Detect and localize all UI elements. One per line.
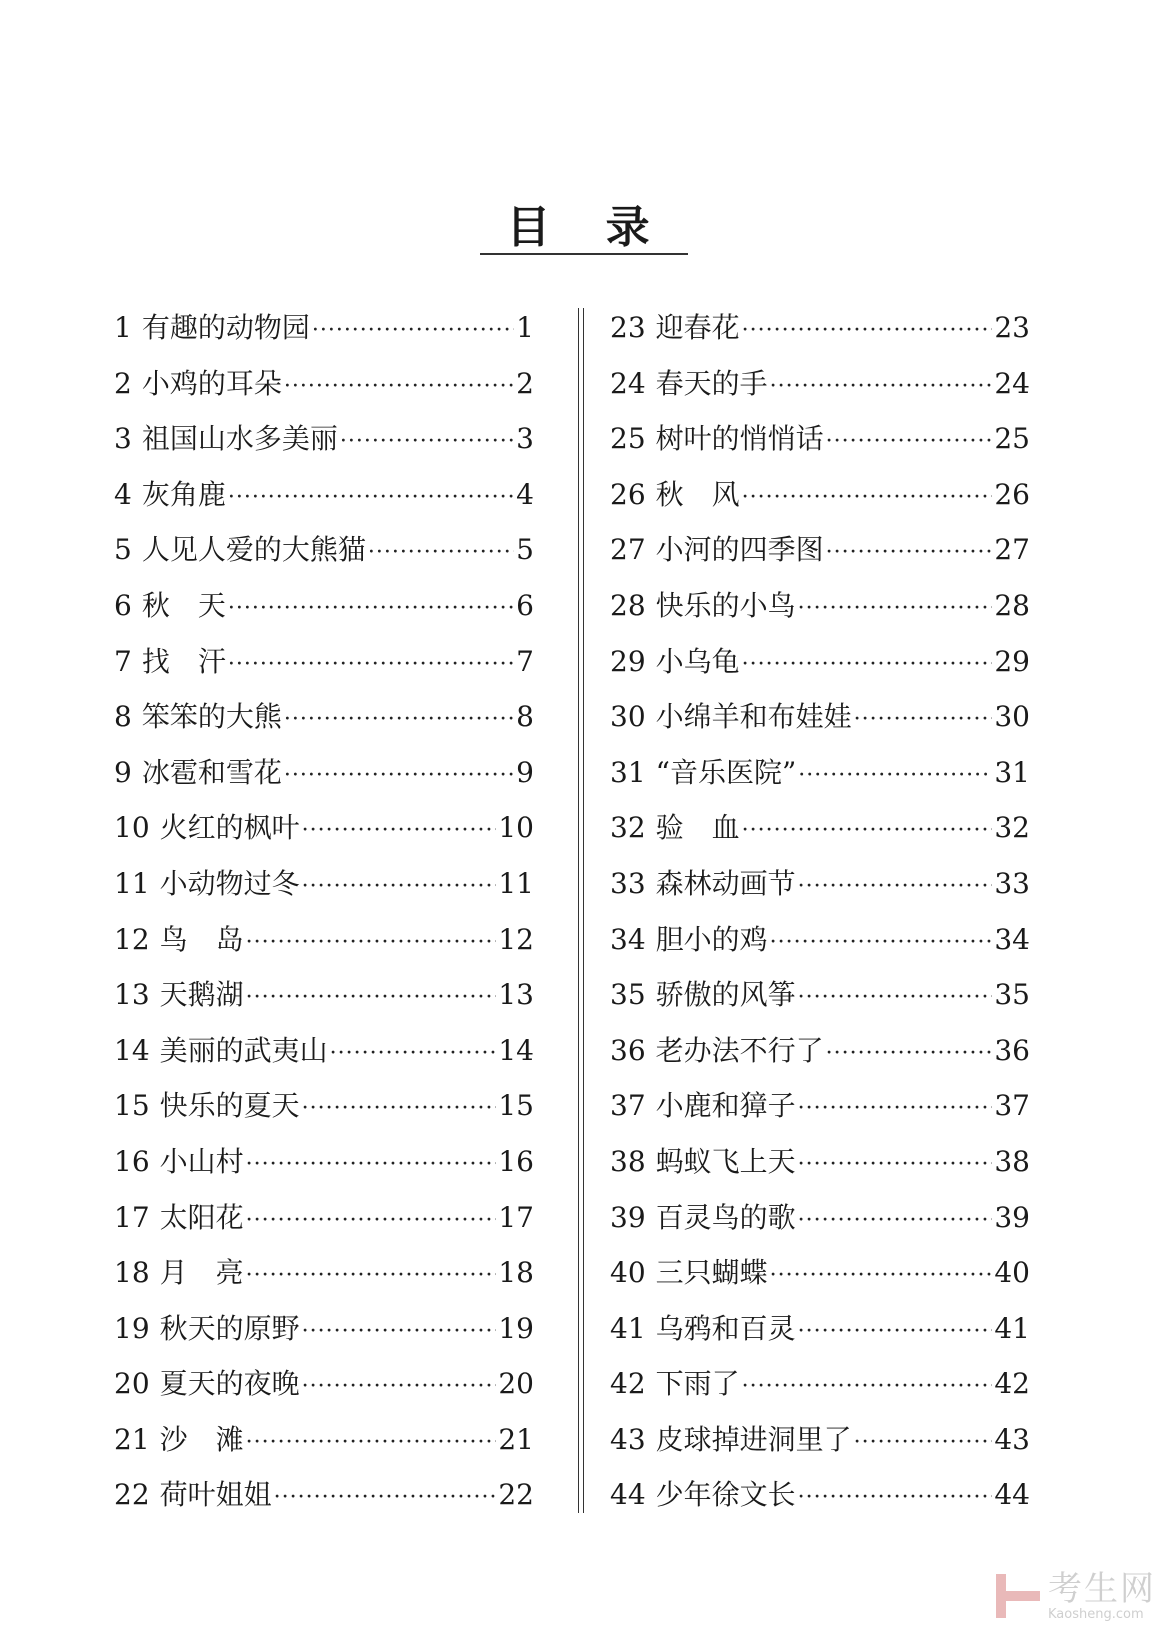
toc-entry <box>610 1134 1030 1190</box>
toc-entry-page: 24 <box>994 366 1030 400</box>
toc-leader-dots <box>284 359 514 415</box>
toc-entry-title: 小鹿和獐子 <box>655 1089 796 1123</box>
toc-leader-dots <box>826 414 993 470</box>
toc-entry-page: 1 <box>516 311 534 344</box>
toc-leader-dots <box>798 581 993 637</box>
toc-entry <box>610 300 1030 356</box>
toc-entry-page: 15 <box>498 1089 534 1123</box>
toc-leader-dots <box>228 637 514 693</box>
toc-entry-title: “音乐医院” <box>655 755 797 789</box>
toc-entry-title: 春天的手 <box>655 366 768 400</box>
toc-column-left <box>114 300 534 1523</box>
toc-entry <box>114 1412 534 1468</box>
toc-entry-page: 22 <box>498 1478 534 1512</box>
toc-leader-dots <box>742 303 993 359</box>
toc-leader-dots <box>246 1137 497 1193</box>
toc-entry-page: 32 <box>994 811 1030 845</box>
toc-entry-number: 9 <box>114 755 132 789</box>
toc-entry-title: 秋 天 <box>141 588 226 622</box>
toc-entry <box>610 1301 1030 1357</box>
toc-entry-title: 快乐的夏天 <box>159 1089 300 1123</box>
toc-entry-page: 42 <box>994 1367 1030 1401</box>
toc-entry-page: 11 <box>498 866 534 900</box>
toc-entry <box>610 522 1030 578</box>
toc-entry <box>610 1356 1030 1412</box>
toc-entry-title: 人见人爱的大熊猫 <box>141 533 366 567</box>
toc-entry-number: 10 <box>114 811 150 845</box>
toc-leader-dots <box>302 1081 497 1137</box>
toc-leader-dots <box>330 1026 497 1082</box>
toc-entry-number: 15 <box>114 1089 150 1123</box>
page-title: 目 录 <box>506 202 670 253</box>
toc-leader-dots <box>284 748 514 804</box>
toc-entry-page: 23 <box>994 311 1030 344</box>
watermark <box>996 1570 1156 1622</box>
toc-entry <box>610 800 1030 856</box>
toc-leader-dots <box>246 1248 497 1304</box>
toc-entry-title: 冰雹和雪花 <box>141 755 282 789</box>
toc-entry-title: 夏天的夜晚 <box>159 1367 300 1401</box>
toc-leader-dots <box>284 692 514 748</box>
toc-leader-dots <box>798 1137 993 1193</box>
toc-leader-dots <box>770 1248 993 1304</box>
toc-entry-number: 2 <box>114 366 132 400</box>
toc-leader-dots <box>770 359 993 415</box>
toc-entry-number: 1 <box>114 311 132 344</box>
toc-entry <box>610 689 1030 745</box>
toc-entry-title: 灰角鹿 <box>141 477 226 511</box>
toc-entry <box>114 1245 534 1301</box>
toc-entry <box>610 1190 1030 1246</box>
toc-entry-title: 少年徐文长 <box>655 1478 796 1512</box>
toc-entry-title: 秋 风 <box>655 477 740 511</box>
toc-entry-title: 找 汗 <box>141 644 226 678</box>
toc-entry-page: 19 <box>498 1311 534 1345</box>
toc-entry-title: 百灵鸟的歌 <box>655 1200 796 1234</box>
toc-entry-number: 35 <box>610 978 646 1012</box>
toc-entry <box>610 1467 1030 1523</box>
toc-entry-number: 7 <box>114 644 132 678</box>
toc-entry-page: 25 <box>994 422 1030 456</box>
toc-entry-title: 有趣的动物园 <box>141 311 310 344</box>
toc-entry-title: 鸟 岛 <box>159 922 244 956</box>
toc-entry <box>610 912 1030 968</box>
toc-entry-title: 验 血 <box>655 811 740 845</box>
toc-entry-number: 27 <box>610 533 646 567</box>
toc-entry-title: 乌鸦和百灵 <box>655 1311 796 1345</box>
toc-entry <box>610 1412 1030 1468</box>
toc-entry <box>610 467 1030 523</box>
toc-entry-page: 21 <box>498 1422 534 1456</box>
toc-entry-number: 18 <box>114 1256 150 1290</box>
toc-entry-page: 38 <box>994 1144 1030 1178</box>
toc-leader-dots <box>742 470 993 526</box>
toc-leader-dots <box>246 1415 497 1471</box>
toc-entry <box>114 356 534 412</box>
toc-entry-title: 老办法不行了 <box>655 1033 824 1067</box>
toc-entry <box>114 967 534 1023</box>
toc-entry <box>114 578 534 634</box>
toc-entry-number: 26 <box>610 477 646 511</box>
toc-entry-title: 月 亮 <box>159 1256 244 1290</box>
toc-entry <box>114 689 534 745</box>
toc-entry-title: 太阳花 <box>159 1200 244 1234</box>
toc-entry <box>114 1301 534 1357</box>
toc-entry-page: 14 <box>498 1033 534 1067</box>
toc-entry-title: 笨笨的大熊 <box>141 700 282 734</box>
toc-entry-number: 16 <box>114 1144 150 1178</box>
toc-entry-title: 快乐的小鸟 <box>655 588 796 622</box>
toc-entry <box>114 1134 534 1190</box>
toc-entry-number: 41 <box>610 1311 646 1345</box>
toc-entry-number: 3 <box>114 422 132 456</box>
toc-entry-page: 34 <box>994 922 1030 956</box>
toc-leader-dots <box>274 1470 497 1526</box>
toc-entry <box>610 411 1030 467</box>
toc-entry-title: 火红的枫叶 <box>159 811 300 845</box>
toc-leader-dots <box>798 1470 993 1526</box>
watermark-url: Kaosheng.com <box>1048 1607 1144 1622</box>
toc-leader-dots <box>742 1359 993 1415</box>
toc-entry-title: 下雨了 <box>655 1367 740 1401</box>
toc-entry-title: 迎春花 <box>655 311 740 344</box>
column-divider <box>578 308 584 1513</box>
toc-entry-number: 5 <box>114 533 132 567</box>
toc-entry-number: 21 <box>114 1422 150 1456</box>
toc-entry <box>114 634 534 690</box>
toc-entry-title: 胆小的鸡 <box>655 922 768 956</box>
toc-leader-dots <box>770 915 993 971</box>
toc-entry-number: 20 <box>114 1367 150 1401</box>
toc-leader-dots <box>798 859 993 915</box>
title-underline <box>480 253 688 255</box>
toc-leader-dots <box>854 1415 993 1471</box>
toc-entry <box>610 578 1030 634</box>
toc-entry-page: 26 <box>994 477 1030 511</box>
toc-entry-page: 17 <box>498 1200 534 1234</box>
toc-entry-number: 6 <box>114 588 132 622</box>
toc-entry-number: 42 <box>610 1367 646 1401</box>
toc-leader-dots <box>246 970 497 1026</box>
toc-entry-number: 13 <box>114 978 150 1012</box>
toc-leader-dots <box>798 748 992 804</box>
toc-entry <box>610 967 1030 1023</box>
toc-leader-dots <box>302 859 497 915</box>
toc-entry-number: 19 <box>114 1311 150 1345</box>
toc-entry-page: 40 <box>994 1256 1030 1290</box>
watermark-logo-icon <box>996 1574 1040 1618</box>
toc-entry-page: 39 <box>994 1200 1030 1234</box>
toc-entry-number: 37 <box>610 1089 646 1123</box>
toc-entry-page: 13 <box>498 978 534 1012</box>
toc-entry-number: 28 <box>610 588 646 622</box>
toc-entry-page: 44 <box>994 1478 1030 1512</box>
toc-entry-number: 36 <box>610 1033 646 1067</box>
toc-entry-page: 10 <box>498 811 534 845</box>
toc-entry-number: 12 <box>114 922 150 956</box>
toc-entry-page: 4 <box>516 477 534 511</box>
toc-leader-dots <box>246 1193 497 1249</box>
toc-entry <box>114 1023 534 1079</box>
toc-entry-page: 33 <box>994 866 1030 900</box>
toc-entry-number: 17 <box>114 1200 150 1234</box>
toc-leader-dots <box>302 1304 497 1360</box>
toc-entry-page: 43 <box>994 1422 1030 1456</box>
toc-entry-title: 三只蝴蝶 <box>655 1256 768 1290</box>
toc-leader-dots <box>302 803 497 859</box>
toc-entry <box>114 1467 534 1523</box>
toc-leader-dots <box>302 1359 497 1415</box>
toc-entry-title: 小乌龟 <box>655 644 740 678</box>
toc-entry-number: 34 <box>610 922 646 956</box>
toc-entry-number: 32 <box>610 811 646 845</box>
toc-entry-page: 9 <box>516 755 534 789</box>
toc-leader-dots <box>854 692 993 748</box>
toc-entry-page: 27 <box>994 533 1030 567</box>
toc-entry-page: 35 <box>994 978 1030 1012</box>
toc-leader-dots <box>826 525 993 581</box>
toc-entry-page: 6 <box>516 588 534 622</box>
toc-leader-dots <box>228 470 514 526</box>
toc-entry-number: 40 <box>610 1256 646 1290</box>
toc-entry-number: 39 <box>610 1200 646 1234</box>
toc-entry <box>114 522 534 578</box>
watermark-text: 考生网 <box>1048 1569 1156 1609</box>
toc-leader-dots <box>798 1081 993 1137</box>
toc-entry-number: 30 <box>610 700 646 734</box>
toc-entry-title: 小河的四季图 <box>655 533 824 567</box>
toc-entry-number: 11 <box>114 866 150 900</box>
toc-leader-dots <box>798 1193 993 1249</box>
toc-entry-number: 29 <box>610 644 646 678</box>
toc-entry-page: 31 <box>994 755 1030 789</box>
toc-entry-title: 蚂蚁飞上天 <box>655 1144 796 1178</box>
toc-entry-number: 14 <box>114 1033 150 1067</box>
toc-entry-title: 树叶的悄悄话 <box>655 422 824 456</box>
toc-leader-dots <box>340 414 514 470</box>
toc-entry-number: 22 <box>114 1478 150 1512</box>
toc-entry <box>114 856 534 912</box>
toc-entry-page: 36 <box>994 1033 1030 1067</box>
toc-entry-number: 4 <box>114 477 132 511</box>
toc-entry-page: 28 <box>994 588 1030 622</box>
toc-entry <box>610 1078 1030 1134</box>
toc-entry-title: 小绵羊和布娃娃 <box>655 700 852 734</box>
toc-entry-title: 荷叶姐姐 <box>159 1478 272 1512</box>
toc-leader-dots <box>826 1026 993 1082</box>
toc-entry-number: 25 <box>610 422 646 456</box>
toc-entry <box>114 745 534 801</box>
toc-entry <box>610 356 1030 412</box>
toc-entry-page: 37 <box>994 1089 1030 1123</box>
toc-entry-page: 2 <box>516 366 534 400</box>
toc-leader-dots <box>312 303 514 359</box>
toc-entry-page: 16 <box>498 1144 534 1178</box>
toc-entry-number: 33 <box>610 866 646 900</box>
toc-entry <box>114 1190 534 1246</box>
toc-leader-dots <box>228 581 514 637</box>
toc-entry <box>114 800 534 856</box>
toc-entry <box>610 856 1030 912</box>
toc-entry-number: 23 <box>610 311 646 344</box>
toc-entry-page: 3 <box>516 422 534 456</box>
toc-leader-dots <box>742 637 993 693</box>
toc-entry-number: 31 <box>610 755 646 789</box>
toc-entry-page: 7 <box>516 644 534 678</box>
toc-entry-title: 秋天的原野 <box>159 1311 300 1345</box>
toc-entry <box>610 1023 1030 1079</box>
toc-entry-page: 29 <box>994 644 1030 678</box>
toc-entry <box>114 1356 534 1412</box>
toc-leader-dots <box>368 525 514 581</box>
toc-entry-title: 美丽的武夷山 <box>159 1033 328 1067</box>
toc-entry <box>610 1245 1030 1301</box>
toc-leader-dots <box>246 915 497 971</box>
toc-column-right <box>610 300 1030 1523</box>
toc-entry-title: 小动物过冬 <box>159 866 300 900</box>
toc-entry <box>114 912 534 968</box>
toc-entry <box>114 1078 534 1134</box>
toc-entry-title: 天鹅湖 <box>159 978 244 1012</box>
toc-entry <box>610 745 1030 801</box>
toc-entry-page: 12 <box>498 922 534 956</box>
toc-entry-title: 骄傲的风筝 <box>655 978 796 1012</box>
toc-entry-number: 8 <box>114 700 132 734</box>
toc-entry-number: 24 <box>610 366 646 400</box>
toc-leader-dots <box>742 803 993 859</box>
toc-leader-dots <box>798 970 993 1026</box>
toc-entry-number: 43 <box>610 1422 646 1456</box>
toc-entry-title: 小鸡的耳朵 <box>141 366 282 400</box>
toc-entry-number: 44 <box>610 1478 646 1512</box>
toc-entry-title: 沙 滩 <box>159 1422 244 1456</box>
toc-entry <box>114 411 534 467</box>
toc-entry-page: 8 <box>516 700 534 734</box>
toc-entry <box>114 300 534 356</box>
toc-entry-title: 皮球掉进洞里了 <box>655 1422 852 1456</box>
toc-entry-page: 5 <box>516 533 534 567</box>
toc-entry-title: 祖国山水多美丽 <box>141 422 338 456</box>
toc-entry-page: 30 <box>994 700 1030 734</box>
toc-entry <box>114 467 534 523</box>
toc-entry-page: 18 <box>498 1256 534 1290</box>
toc-leader-dots <box>798 1304 993 1360</box>
toc-entry-page: 41 <box>994 1311 1030 1345</box>
toc-entry <box>610 634 1030 690</box>
toc-entry-page: 20 <box>498 1367 534 1401</box>
toc-entry-number: 38 <box>610 1144 646 1178</box>
toc-entry-title: 森林动画节 <box>655 866 796 900</box>
toc-entry-title: 小山村 <box>159 1144 244 1178</box>
